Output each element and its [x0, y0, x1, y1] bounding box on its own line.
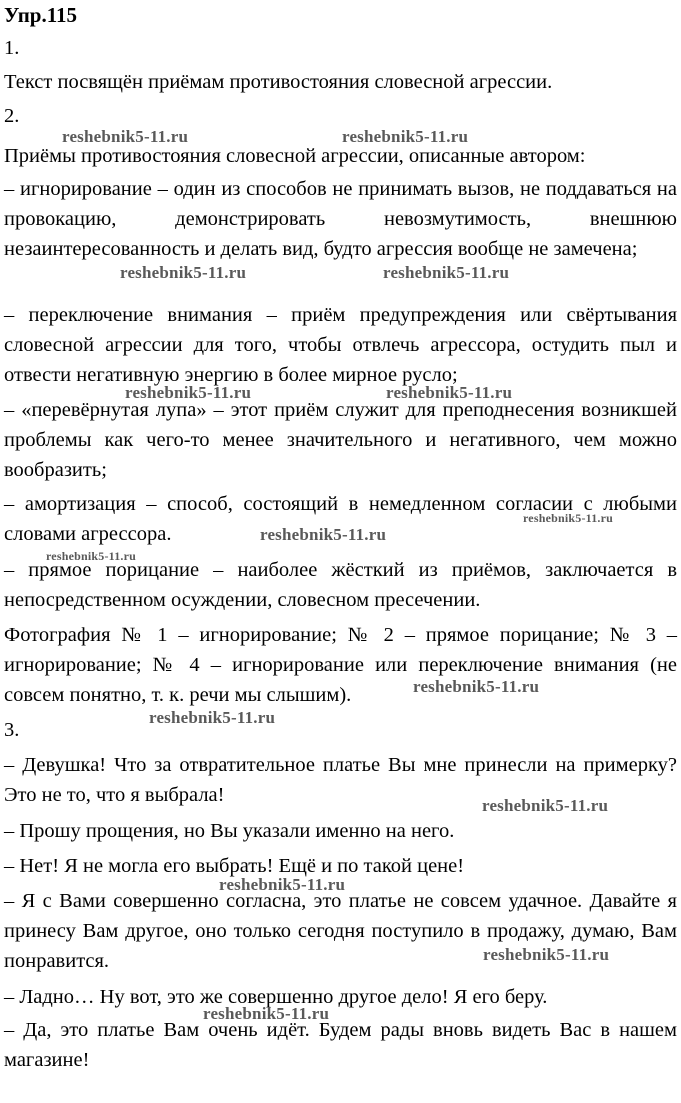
technique-ignoring: – игнорирование – один из способов не принимать вызов, не поддаваться на провокацию, демонстрировать невозмутимость, внешнюю незаинтересованность и делать вид, будто агрессия вообще не замечена;	[4, 178, 677, 260]
watermark: reshebnik5-11.ru	[483, 945, 610, 964]
watermark: reshebnik5-11.ru	[482, 796, 609, 815]
section-number-3: 3.	[4, 719, 20, 741]
section-number-2: 2.	[4, 105, 20, 127]
photo-analysis: Фотография № 1 – игнорирование; № 2 – прямое порицание; № 3 – игнорирование; № 4 – игнорирование или переключение внимания (не совсем понятно, т. к. речи мы слышим).	[4, 624, 677, 706]
technique-amortization: – амортизация – способ, состоящий в немедленном согласии с любыми словами агрессора.	[4, 493, 677, 545]
watermark: reshebnik5-11.ru	[219, 875, 346, 894]
techniques-intro: Приёмы противостояния словесной агрессии, описанные автором:	[4, 145, 586, 167]
watermark: reshebnik5-11.ru	[120, 263, 247, 282]
watermark: reshebnik5-11.ru	[413, 677, 540, 696]
technique-switching-attention: – переключение внимания – приём предупреждения или свёртывания словесной агрессии для того, чтобы отвлечь агрессора, остудить пыл и отвести негативную энергию в более мирное русло;	[4, 304, 677, 386]
dialogue-line-3: – Нет! Я не могла его выбрать! Ещё и по такой цене!	[4, 855, 465, 877]
watermark: reshebnik5-11.ru	[523, 511, 613, 525]
dialogue-line-6: – Да, это платье Вам очень идёт. Будем рады вновь видеть Вас в нашем магазине!	[4, 1019, 677, 1071]
exercise-title: Упр.115	[4, 3, 78, 27]
dialogue-line-5: – Ладно… Ну вот, это же совершенно другое дело! Я его беру.	[4, 986, 548, 1008]
watermark: reshebnik5-11.ru	[203, 1004, 330, 1023]
technique-inverted-loupe: – «перевёрнутая лупа» – этот приём служит для преподнесения возникшей проблемы как чего-то менее значительного и негативного, чем можно вообразить;	[4, 399, 677, 481]
watermark: reshebnik5-11.ru	[46, 549, 136, 563]
watermark: reshebnik5-11.ru	[260, 525, 387, 544]
technique-direct-censure: – прямое порицание – наиболее жёсткий из приёмов, заключается в непосредственном осуждении, словесном пресечении.	[4, 559, 677, 611]
watermark: reshebnik5-11.ru	[386, 383, 513, 402]
dialogue-line-4: – Я с Вами совершенно согласна, это платье не совсем удачное. Давайте я принесу Вам другое, оно только сегодня поступило в продажу, думаю, Вам понравится.	[4, 890, 677, 972]
section-number-1: 1.	[4, 37, 20, 59]
watermark: reshebnik5-11.ru	[383, 263, 510, 282]
watermark: reshebnik5-11.ru	[125, 383, 252, 402]
watermark: reshebnik5-11.ru	[62, 127, 189, 146]
dialogue-line-1: – Девушка! Что за отвратительное платье Вы мне принесли на примерку? Это не то, что я выбрала!	[4, 754, 677, 806]
watermark: reshebnik5-11.ru	[149, 708, 276, 727]
answer-topic: Текст посвящён приёмам противостояния словесной агрессии.	[4, 71, 553, 93]
watermark: reshebnik5-11.ru	[342, 127, 469, 146]
dialogue-line-2: – Прошу прощения, но Вы указали именно на него.	[4, 820, 455, 842]
